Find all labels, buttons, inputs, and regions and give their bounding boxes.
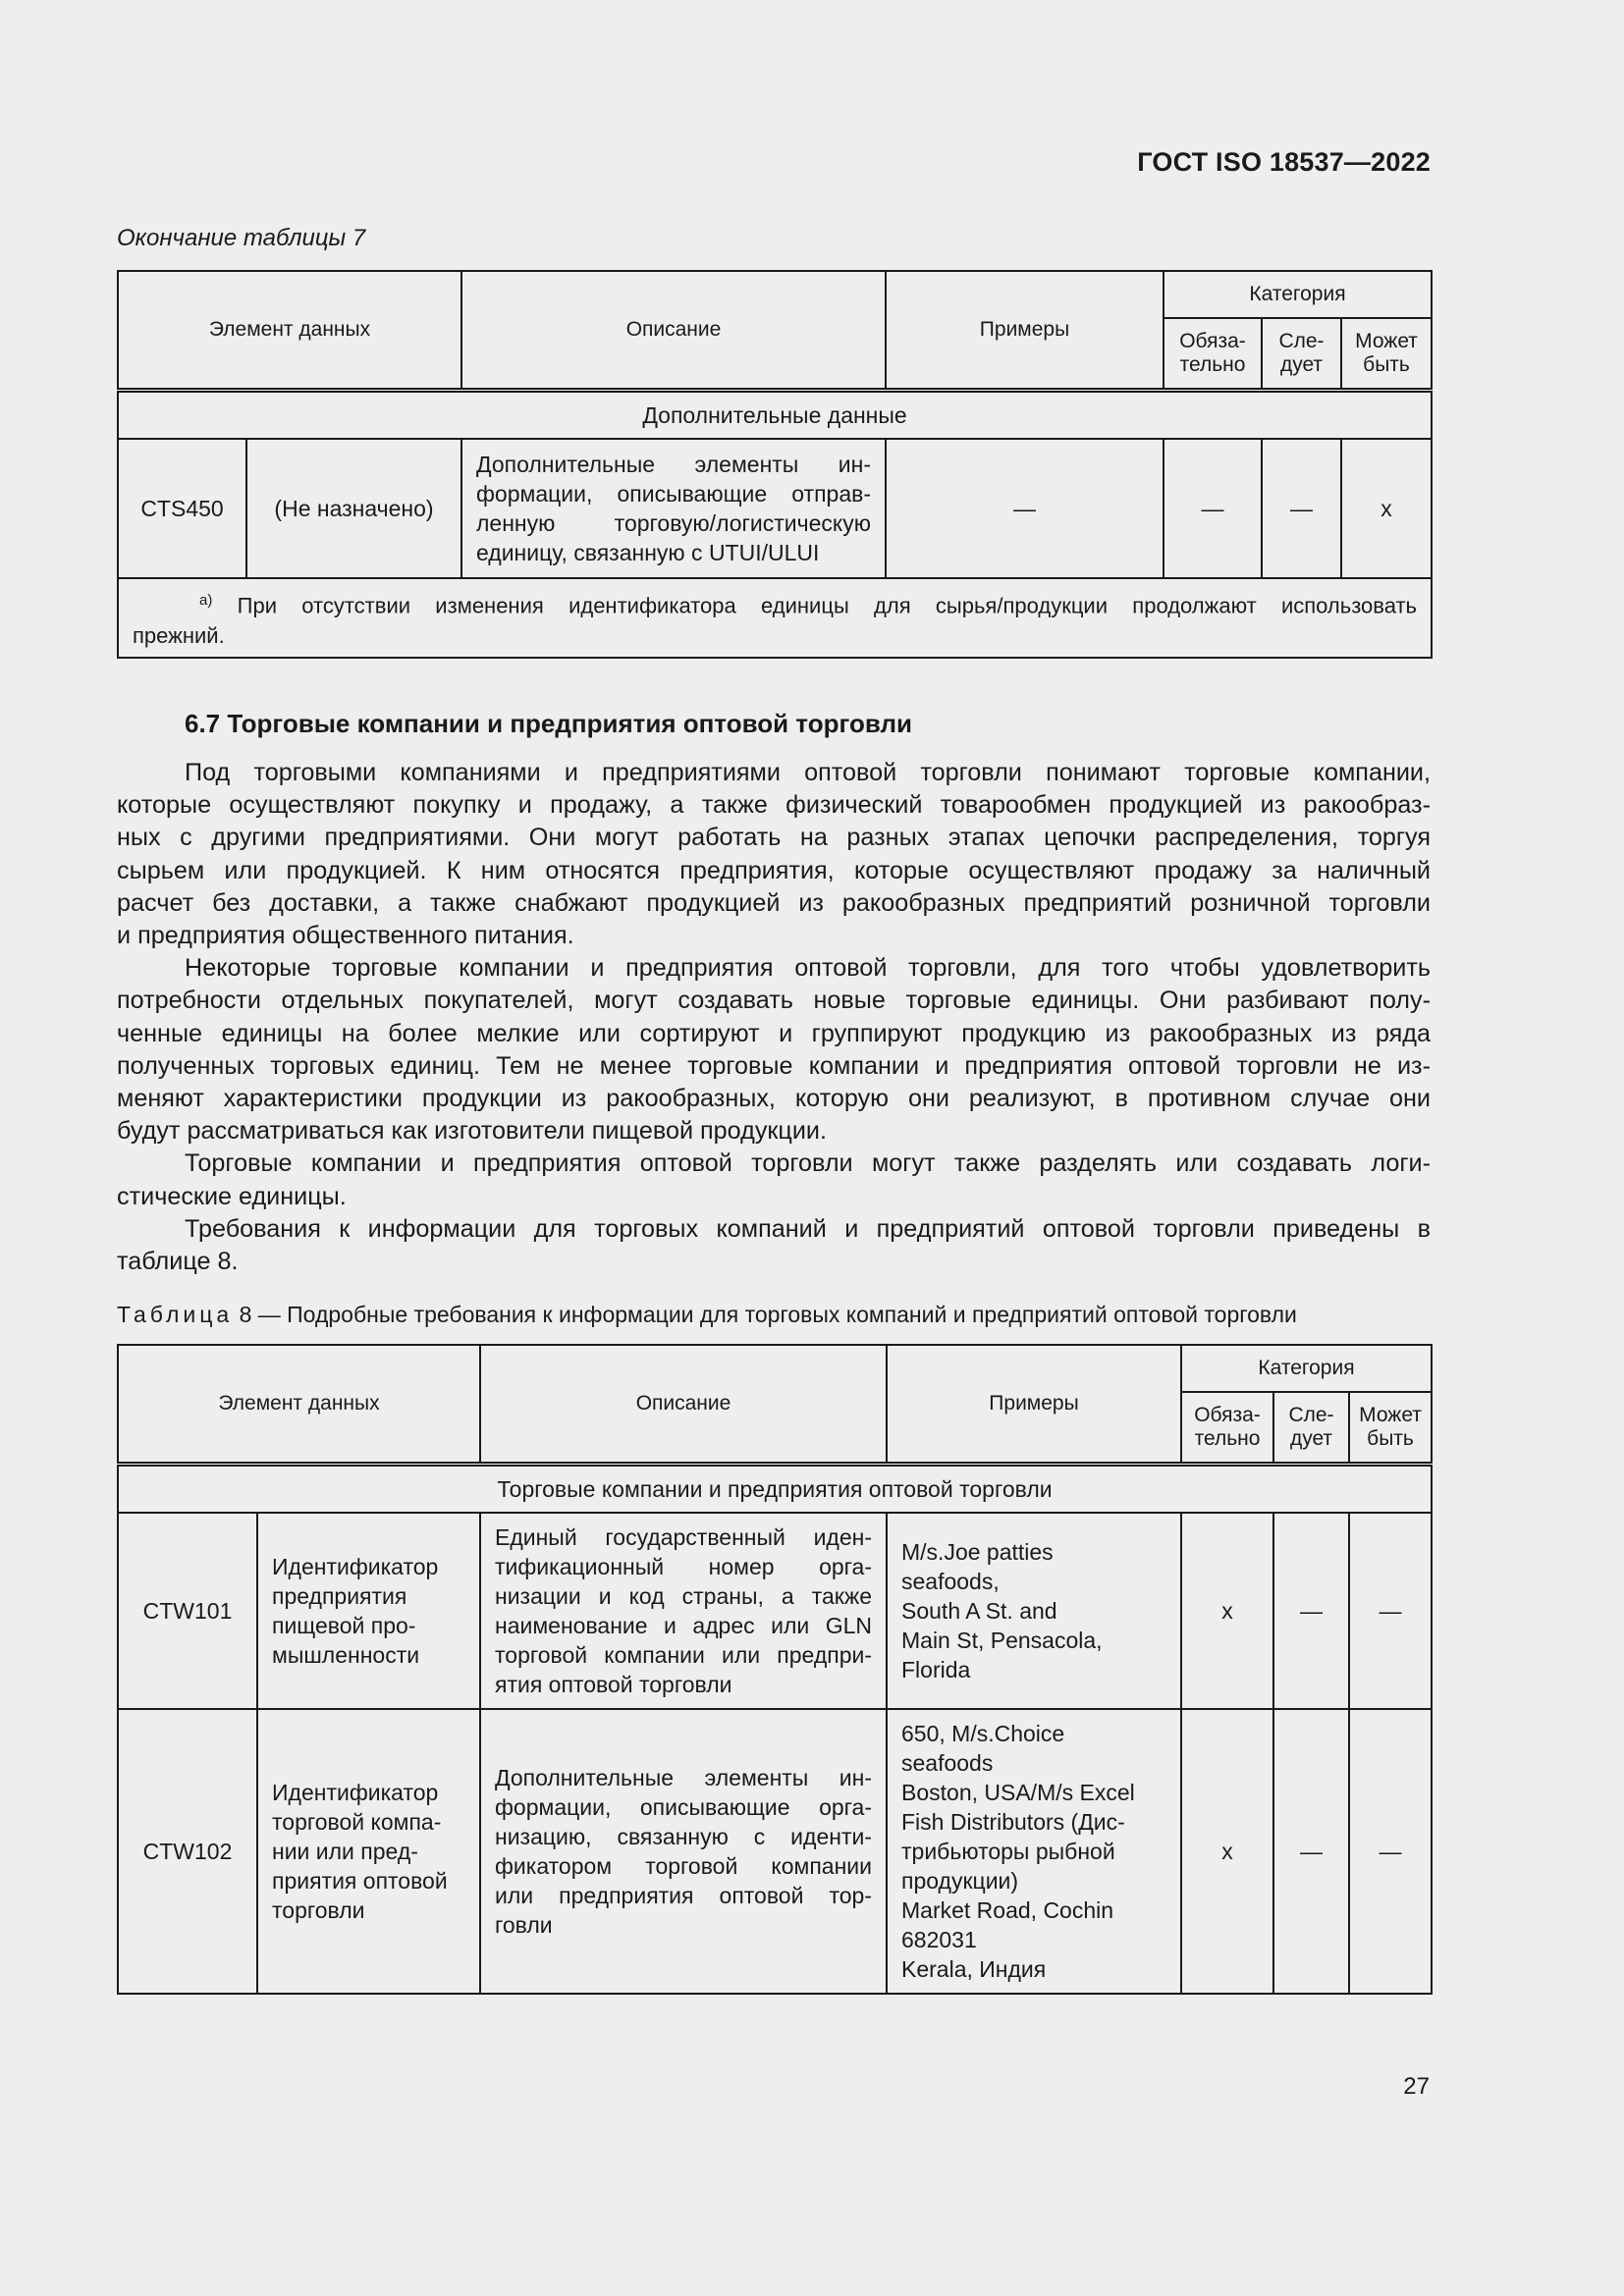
row-examples: 650, M/s.Choice seafoods Boston, USA/M/s Excel Fish Distributors (Дис- трибьюторы рыбной продукции) Market Road, Cochin 682031 Kerala, Индия — [887, 1709, 1181, 1994]
table7-section-row: Дополнительные данные — [118, 391, 1432, 440]
row-name: (Не назначено) — [246, 439, 461, 578]
table-8 — [117, 1344, 1433, 1995]
table-7 — [117, 270, 1433, 659]
row-code: CTS450 — [118, 439, 246, 578]
row-may: — — [1349, 1513, 1432, 1709]
section-title: 6.7 Торговые компании и предприятия оптовой торговли — [185, 709, 912, 738]
row-code: CTW102 — [118, 1709, 257, 1994]
row-description: Дополнительные элементы ин- формации, описывающие отправ- ленную торговую/логистическую единицу, связанную с UTUI/ULUI — [461, 439, 886, 578]
row-should: — — [1262, 439, 1341, 578]
col-header-description: Описание — [480, 1345, 887, 1465]
row-description: Дополнительные элементы ин- формации, описывающие орга- низацию, связанную с иденти- фикатором торговой компании или предприятия оптовой тор- говли — [480, 1709, 887, 1994]
col-header-element: Элемент данных — [118, 271, 461, 391]
paragraph: Требования к информации для торговых компаний и предприятий оптовой торговли приведены в таблице 8. — [117, 1214, 1431, 1276]
col-header-element: Элемент данных — [118, 1345, 480, 1465]
table-row — [118, 1513, 1432, 1709]
table8-caption: Таблица 8 — Подробные требования к информации для торговых компаний и предприятий оптовой торговли — [117, 1302, 1297, 1327]
row-mandatory: x — [1181, 1709, 1273, 1994]
col-header-category: Категория — [1164, 271, 1432, 318]
row-mandatory: x — [1181, 1513, 1273, 1709]
paragraph: Торговые компании и предприятия оптовой торговли могут также разделять или создавать логи- стические единицы. — [117, 1149, 1431, 1210]
section-body — [117, 757, 1431, 1278]
row-mandatory: — — [1164, 439, 1262, 578]
col-header-examples: Примеры — [886, 271, 1164, 391]
col-header-category: Категория — [1181, 1345, 1432, 1392]
row-name: Идентификатор торговой компа- нии или пред- приятия оптовой торговли — [257, 1709, 480, 1994]
table-row — [118, 439, 1432, 578]
row-examples: — — [886, 439, 1164, 578]
paragraph: Некоторые торговые компании и предприятия оптовой торговли, для того чтобы удовлетворить потребности отдельных покупателей, могут создавать новые торговые единицы. Они разбивают полу- ченные единицы на более мелкие или сортируют и группируют продукцию из ракообразных из ряда полученных торговых единиц. Тем не менее торговые компании и предприятия оптовой торговли не из- меняют характеристики продукции из ракообразных, которую они реализуют, в противном случае они будут рассматриваться как изготовители пищевой продукции. — [117, 954, 1431, 1146]
table7-footnote: $^{а)}$ При отсутствии изменения идентификатора единицы для сырья/продукции продолжают использовать прежний. — [118, 578, 1432, 658]
col-header-mandatory: Обяза- тельно — [1181, 1392, 1273, 1465]
col-header-may: Может быть — [1349, 1392, 1432, 1465]
document-code: ГОСТ ISO 18537—2022 — [1137, 147, 1431, 177]
row-description: Единый государственный иден- тификационный номер орга- низации и код страны, а также наименование и адрес или GLN торговой компании или предпри- ятия оптовой торговли — [480, 1513, 887, 1709]
col-header-mandatory: Обяза- тельно — [1164, 318, 1262, 391]
col-header-may: Может быть — [1341, 318, 1432, 391]
row-name: Идентификатор предприятия пищевой про- мышленности — [257, 1513, 480, 1709]
col-header-description: Описание — [461, 271, 886, 391]
row-may: — — [1349, 1709, 1432, 1994]
row-should: — — [1273, 1513, 1349, 1709]
table-row — [118, 1709, 1432, 1994]
col-header-examples: Примеры — [887, 1345, 1181, 1465]
table7-continuation-caption: Окончание таблицы 7 — [117, 225, 366, 251]
paragraph: Под торговыми компаниями и предприятиями оптовой торговли понимают торговые компании, которые осуществляют покупку и продажу, а также физический товарообмен продукцией из ракообраз- ных с другими предприятиями. Они могут работать на разных этапах цепочки распределения, торгуя сырьем или продукцией. К ним относятся предприятия, которые осуществляют продажу за наличный расчет без доставки, а также снабжают продукцией из ракообразных предприятий розничной торговли и предприятия общественного питания. — [117, 759, 1431, 950]
col-header-should: Сле- дует — [1273, 1392, 1349, 1465]
row-may: x — [1341, 439, 1432, 578]
row-code: CTW101 — [118, 1513, 257, 1709]
col-header-should: Сле- дует — [1262, 318, 1341, 391]
page-number: 27 — [1403, 2073, 1430, 2100]
table8-section-row: Торговые компании и предприятия оптовой торговли — [118, 1465, 1432, 1514]
row-should: — — [1273, 1709, 1349, 1994]
row-examples: M/s.Joe patties seafoods, South A St. and Main St, Pensacola, Florida — [887, 1513, 1181, 1709]
